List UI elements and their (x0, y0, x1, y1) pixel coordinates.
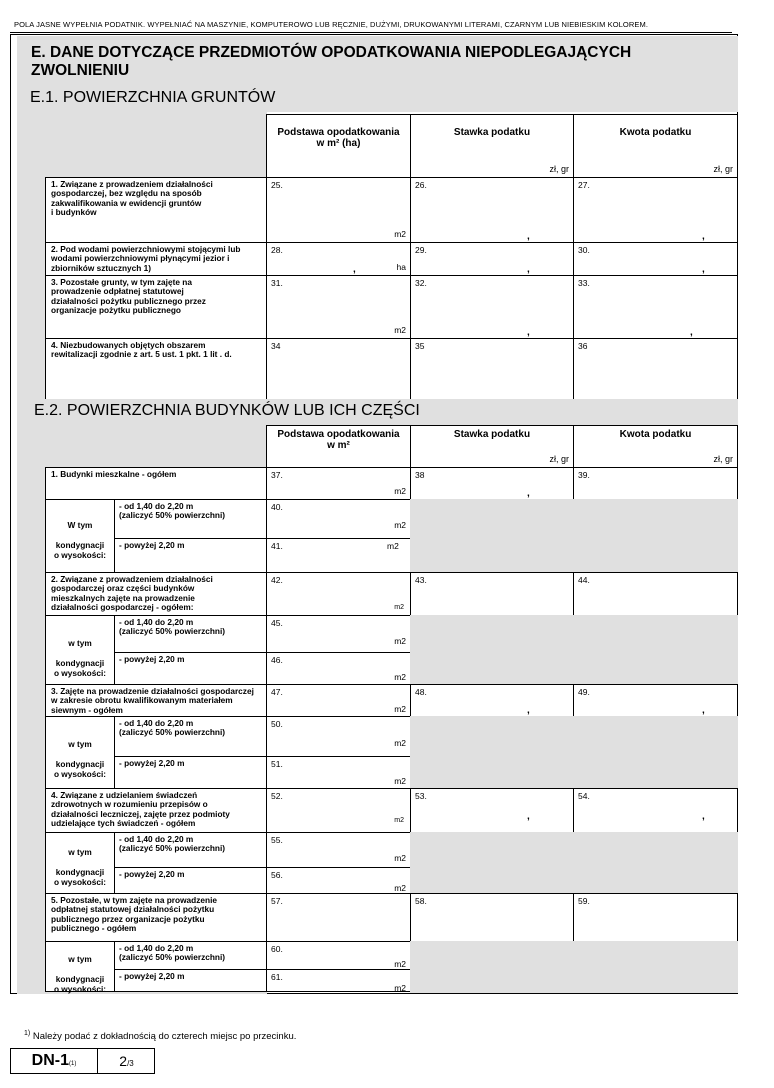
form-code: DN-1(1) (11, 1049, 98, 1073)
e2-group-1-wtym: W tym kondygnacji o wysokości: (45, 499, 115, 574)
e2-group-2-sub-b: - powyżej 2,20 m (114, 652, 267, 685)
e2-header-rate: Stawka podatku zł, gr (410, 425, 574, 468)
field-29[interactable]: 29. , (410, 242, 574, 276)
field-25[interactable]: 25. m2 (266, 177, 411, 243)
field-48[interactable]: 48. , (410, 684, 574, 717)
field-38[interactable]: 38 , (410, 467, 574, 500)
field-43[interactable]: 43. (410, 572, 574, 616)
field-42[interactable]: 42. m2 (266, 572, 411, 616)
field-56[interactable]: 56. m2 (266, 867, 411, 894)
field-60[interactable]: 60. m2 (266, 941, 411, 970)
e2-group-3-label: 3. Zajęte na prowadzenie działalności gospodarczej w zakresie obrotu kwalifikowanym materiałem siewnym - ogółem (45, 684, 267, 717)
e2-group-3-blank (410, 716, 738, 789)
instruction-note: POLA JASNE WYPEŁNIA PODATNIK. WYPEŁNIAĆ NA MASZYNIE, KOMPUTEROWO LUB RĘCZNIE, DUŻYMI, DRUKOWANYMI LITERAMI, CZARNYM LUB NIEBIESKIM KOLOREM. (14, 20, 648, 29)
field-34[interactable]: 34 (266, 338, 411, 400)
field-49[interactable]: 49. , (573, 684, 738, 717)
e2-group-4-label: 4. Związane z udzielaniem świadczeń zdrowotnych w rozumieniu przepisów o działalności leczniczej, zajęte przez podmioty udzielające tych świadczeń - ogółem (45, 788, 267, 833)
field-50[interactable]: 50. m2 (266, 716, 411, 757)
field-51[interactable]: 51. m2 (266, 756, 411, 789)
field-59[interactable]: 59. (573, 893, 738, 942)
e2-group-3-wtym: w tym kondygnacji o wysokości: (45, 716, 115, 789)
field-46[interactable]: 46. m2 (266, 652, 411, 685)
e2-group-1-blank (410, 499, 738, 572)
e1-header-amount: Kwota podatku zł, gr (573, 114, 738, 178)
field-32[interactable]: 32. , (410, 275, 574, 339)
e2-title: E.2. POWIERZCHNIA BUDYNKÓW LUB ICH CZĘŚCI (17, 399, 738, 425)
field-26[interactable]: 26. , (410, 177, 574, 243)
e2-group-5-sub-b: - powyżej 2,20 m (114, 969, 267, 992)
e1-row-1-label: 1. Związane z prowadzeniem działalności gospodarczej, bez względu na sposób zakwalifikowania w ewidencji gruntów i budynków (45, 177, 267, 243)
field-52[interactable]: 52. m2 (266, 788, 411, 833)
field-41[interactable]: 41. m2 (266, 538, 411, 574)
field-39[interactable]: 39. (573, 467, 738, 500)
field-28[interactable]: 28. , ha (266, 242, 411, 276)
e2-group-5-blank (410, 941, 738, 993)
field-31[interactable]: 31. m2 (266, 275, 411, 339)
e2-group-2-sub-a: - od 1,40 do 2,20 m (zaliczyć 50% powierzchni) (114, 615, 267, 653)
field-36[interactable]: 36 (573, 338, 738, 400)
field-33[interactable]: 33. , (573, 275, 738, 339)
e2-group-2-blank (410, 615, 738, 685)
e1-row-3-label: 3. Pozostałe grunty, w tym zajęte na prowadzenie odpłatnej statutowej działalności pożytku publicznego przez organizacje pożytku publicznego (45, 275, 267, 339)
form-id-box (10, 1048, 155, 1074)
e2-group-2-wtym: w tym kondygnacji o wysokości: (45, 615, 115, 685)
e2-header-amount: Kwota podatku zł, gr (573, 425, 738, 468)
e2-group-3-sub-a: - od 1,40 do 2,20 m (zaliczyć 50% powierzchni) (114, 716, 267, 757)
e2-header-base: Podstawa opodatkowania w m² (266, 425, 411, 468)
section-title: E. DANE DOTYCZĄCE PRZEDMIOTÓW OPODATKOWANIA NIEPODLEGAJĄCYCH ZWOLNIENIU (17, 36, 738, 84)
e2-group-1-label: 1. Budynki mieszkalne - ogółem (45, 467, 267, 500)
field-30[interactable]: 30. , (573, 242, 738, 276)
page-number: 2/3 (119, 1053, 134, 1069)
e1-title: E.1. POWIERZCHNIA GRUNTÓW (17, 84, 738, 112)
top-divider (10, 32, 732, 33)
e2-group-4-sub-a: - od 1,40 do 2,20 m (zaliczyć 50% powierzchni) (114, 832, 267, 868)
field-61[interactable]: 61. m2 (266, 969, 411, 992)
footnote: $^{1)}$ Należy podać z dokładnością do czterech miejsc po przecinku. (24, 1030, 297, 1043)
field-47[interactable]: 47. m2 (266, 684, 411, 717)
field-37[interactable]: 37. m2 (266, 467, 411, 500)
e2-group-2-label: 2. Związane z prowadzeniem działalności gospodarczej oraz części budynków mieszkalnych zajęte na prowadzenie działalności gospodarczej - ogółem: (45, 572, 267, 616)
field-53[interactable]: 53. , (410, 788, 574, 833)
field-45[interactable]: 45. m2 (266, 615, 411, 653)
field-35[interactable]: 35 (410, 338, 574, 400)
e2-group-1-sub-b: - powyżej 2,20 m (114, 538, 267, 574)
field-55[interactable]: 55. m2 (266, 832, 411, 868)
field-57[interactable]: 57. (266, 893, 411, 942)
e2-group-4-blank (410, 832, 738, 894)
e1-row-2-label: 2. Pod wodami powierzchniowymi stojącymi lub wodami powierzchniowymi płynącymi jezior i zbiorników sztucznych 1) (45, 242, 267, 276)
field-40[interactable]: 40. m2 (266, 499, 411, 539)
e2-group-4-sub-b: - powyżej 2,20 m (114, 867, 267, 894)
e2-group-1-sub-a: - od 1,40 do 2,20 m (zaliczyć 50% powierzchni) (114, 499, 267, 539)
e2-group-5-sub-a: - od 1,40 do 2,20 m (zaliczyć 50% powierzchni) (114, 941, 267, 970)
e1-header-rate: Stawka podatku zł, gr (410, 114, 574, 178)
field-27[interactable]: 27. , (573, 177, 738, 243)
e2-group-5-wtym: w tym kondygnacji o wysokości: (45, 941, 115, 992)
field-54[interactable]: 54. , (573, 788, 738, 833)
field-44[interactable]: 44. (573, 572, 738, 616)
field-58[interactable]: 58. (410, 893, 574, 942)
e2-group-3-sub-b: - powyżej 2,20 m (114, 756, 267, 789)
e2-group-5-label: 5. Pozostałe, w tym zajęte na prowadzenie odpłatnej statutowej działalności pożytku publicznego przez organizacje pożytku publicznego - ogółem (45, 893, 267, 942)
e1-header-base: Podstawa opodatkowania w m² (ha) (266, 114, 411, 178)
e2-group-4-wtym: w tym kondygnacji o wysokości: (45, 832, 115, 894)
e1-row-4-label: 4. Niezbudowanych objętych obszarem rewitalizacji zgodnie z art. 5 ust. 1 pkt. 1 lit . d. (45, 338, 267, 400)
